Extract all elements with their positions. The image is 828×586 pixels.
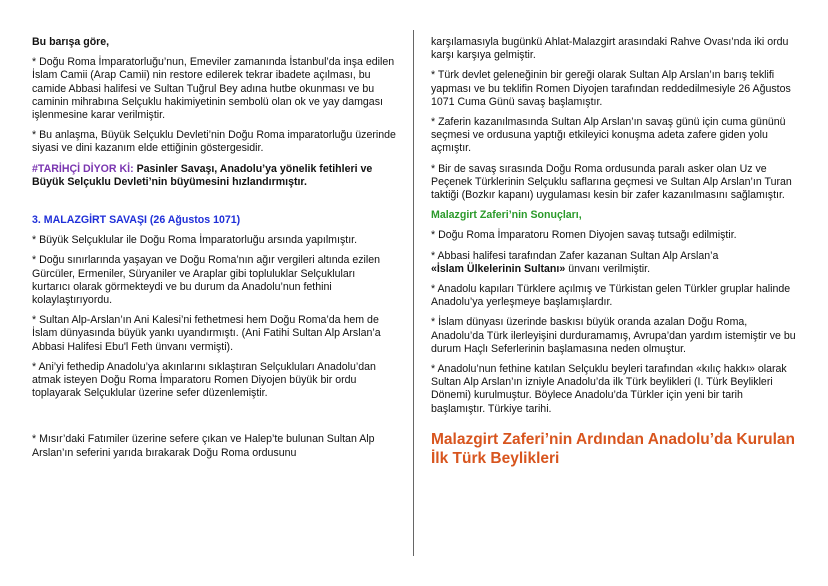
paragraph-turan-tactic: * Bir de savaş sırasında Doğu Roma ordusunda paralı asker olan Uz ve Peçenek Türklerinin Selçuklu saflarına geçmesi ve Sultan Alp Arslan’ın Turan taktiği (Bozkır kapanı) uygulaması kesin bir zafer kazanılmasını sağlamıştır.	[431, 162, 792, 202]
paragraph-rahve: karşılamasıyla bugünkü Ahlat-Malazgirt arasındaki Rahve Ovası’nda iki ordu karşı karşıya gelmiştir.	[431, 36, 789, 62]
result-title	[431, 250, 797, 276]
column-divider	[413, 30, 414, 556]
result-title-suffix: ünvanı verilmiştir.	[565, 262, 651, 275]
paragraph-mosque: * Doğu Roma İmparatorluğu’nun, Emeviler zamanında İstanbul’da inşa edilen İslam Camii (Arap Camii) nin restore edilerek tekrar ibadete açılması, bu camide Abbasi halifesi ve Sultan Tuğrul Bey adına hutbe okunması ve bu caminin mihrabına Selçuklu hakimiyetinin sembolü olan ok ve yay damgası işlenmesine karar verilmiştir.	[32, 56, 395, 122]
historian-note-prefix: #TARİHÇİ DİYOR Kİ:	[32, 162, 134, 175]
historian-note-text: Pasinler Savaşı, Anadolu’ya yönelik fetihleri ve Büyük Selçuklu Devleti’nin büyümesini hızlandırmıştır.	[32, 162, 373, 188]
paragraph-peace-offer: * Türk devlet geleneğinin bir gereği olarak Sultan Alp Arslan’ın barış teklifi yapması ve bu teklifin Romen Diyojen tarafından reddedilmesiyle 26 Ağustos 1071 Cuma Günü savaş başlamıştır.	[431, 69, 791, 108]
intro-heading: Bu barışa göre,	[32, 36, 110, 48]
results-heading: Malazgirt Zaferi’nin Sonuçları,	[431, 209, 582, 222]
result-beyliks: * Anadolu’nun fethine katılan Selçuklu beyleri tarafından «kılıç hakkı» olarak Sultan Alp Arslan’ın izniyle Anadolu’da ilk Türk beylikleri (I. Türk Beylikleri Dönemi) kurulmuştur. Böylece Anadolu’da Türkler için yeni bir tarih başlamıştır. Türkiye tarihi.	[431, 363, 787, 415]
right-column	[431, 36, 797, 475]
spacer	[32, 407, 396, 433]
paragraph-fatimids: * Mısır’daki Fatımiler üzerine sefere çıkan ve Halep’te bulunan Sultan Alp Arslan’ın seferini yarıda bırakarak Doğu Roma ordusunu	[32, 433, 375, 459]
section-heading-malazgirt: 3. MALAZGİRT SAVAŞI (26 Ağustos 1071)	[32, 214, 241, 227]
paragraph-diyojen: * Ani’yi fethedip Anadolu’ya akınlarını sıklaştıran Selçukluları Anadolu’dan atmak isteyen Doğu Roma İmparatoru Romen Diyojen büyük bir ordu toplayarak Selçuklular üzerine sefer düzenlemiştir.	[32, 360, 376, 400]
next-section-heading: Malazgirt Zaferi’nin Ardından Anadolu’da Kurulan İlk Türk Beylikleri	[431, 430, 795, 467]
paragraph-communities: * Doğu sınırlarında yaşayan ve Doğu Roma’nın ağır vergileri altında ezilen Gürcüler, Ermeniler, Süryaniler ve Araplar gibi topluluklar Selçukluları kurtarıcı olarak görmekteydi ve bu durum da Anadolu’nun fethini kolaylaştırıyordu.	[32, 254, 381, 307]
paragraph-friday: * Zaferin kazanılmasında Sultan Alp Arslan’ın savaş günü için cuma gününü seçmesi ve ordusuna yaptığı etkileyici konuşma adeta zafere giden yolu açmıştır.	[431, 116, 786, 155]
result-captive: * Doğu Roma İmparatoru Romen Diyojen savaş tutsağı edilmiştir.	[431, 229, 737, 242]
result-title-bold: «İslam Ülkelerinin Sultanı»	[431, 262, 566, 275]
result-title-text: * Abbasi halifesi tarafından Zafer kazanan Sultan Alp Arslan’a	[431, 249, 719, 262]
paragraph-agreement: * Bu anlaşma, Büyük Selçuklu Devleti’nin Doğu Roma imparatorluğu üzerinde siyasi ve dini kazanım elde ettiğinin göstergesidir.	[32, 129, 396, 155]
left-column	[32, 36, 396, 467]
paragraph-parties: * Büyük Selçuklular ile Doğu Roma İmparatorluğu arsında yapılmıştır.	[32, 234, 358, 247]
result-anatolia: * Anadolu kapıları Türklere açılmış ve Türkistan gelen Türkler gruplar halinde Anadolu’ya yerleşmeye başlamışlardır.	[431, 283, 791, 309]
spacer	[32, 196, 396, 214]
paragraph-ani: * Sultan Alp-Arslan’ın Ani Kalesi’ni fethetmesi hem Doğu Roma’da hem de İslam dünyasında büyük yankı uyandırmıştı. (Ani Fatihi Sultan Alp Arslan’a Abbasi Halifesi Ebu'l Feth ünvanı vermişti).	[32, 314, 381, 353]
historian-note	[32, 163, 396, 189]
result-crusades: * İslam dünyası üzerinde baskısı büyük oranda azalan Doğu Roma, Anadolu’da Türk ilerleyişini durduramamış, Avrupa’dan yardım istemiştir ve bu durum Haçlı Seferlerinin başlamasına neden olmuştur.	[431, 316, 796, 355]
